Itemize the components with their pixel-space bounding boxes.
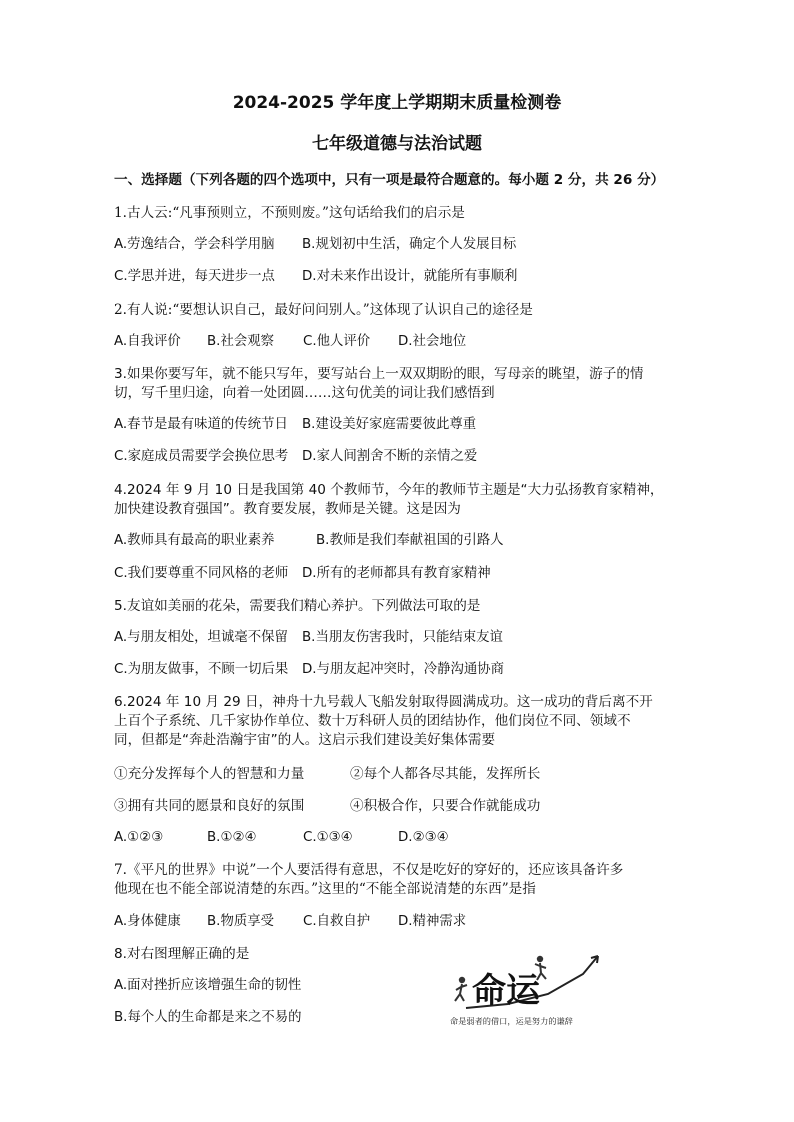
question-7-stem-line2: 他现在也不能全部说清楚的东西。”这里的“不能全部说清楚的东西”是指 xyxy=(114,881,536,897)
question-4-option-c: C.我们要尊重不同风格的老师 xyxy=(114,566,289,581)
question-2-option-b: B.社会观察 xyxy=(207,334,275,349)
exam-title: 2024-2025 学年度上学期期末质量检测卷 xyxy=(232,93,562,113)
question-5-option-a: A.与朋友相处，坦诚毫不保留 xyxy=(114,630,288,645)
question-7-stem-line1: 7.《平凡的世界》中说”一个人要活得有意思，不仅是吃好的穿好的，还应该具备许多 xyxy=(114,862,624,878)
question-3-stem-line2: 切，写千里归途，向着一处团圆……这句优美的词让我们感悟到 xyxy=(114,385,495,401)
question-2-option-c: C.他人评价 xyxy=(303,334,371,349)
section-heading: 一、选择题（下列各题的四个选项中，只有一项是最符合题意的。每小题 2 分，共 26 分） xyxy=(114,172,665,188)
question-6-stem-line1: 6.2024 年 10 月 29 日，神舟十九号载人飞船发射取得圆满成功。这一成功的背后离不开 xyxy=(114,694,653,710)
question-4-option-a: A.教师具有最高的职业素养 xyxy=(114,533,275,548)
exam-subtitle: 七年级道德与法治试题 xyxy=(312,134,482,154)
question-1-option-c: C.学思并进，每天进步一点 xyxy=(114,269,275,284)
question-1-option-a: A.劳逸结合，学会科学用脑 xyxy=(114,237,275,252)
question-1-option-b: B.规划初中生活，确定个人发展目标 xyxy=(302,237,517,252)
question-4-stem-line1: 4.2024 年 9 月 10 日是我国第 40 个教师节，今年的教师节主题是“大力弘扬教育家精神， xyxy=(114,482,664,498)
question-7-option-c: C.自救自护 xyxy=(303,914,371,929)
question-1-stem: 1.古人云:“凡事预则立，不预则废。”这句话给我们的启示是 xyxy=(114,205,465,221)
question-3-stem-line1: 3.如果你要写年，就不能只写年，要写站台上一双双期盼的眼，写母亲的眺望，游子的情 xyxy=(114,366,644,382)
question-2-stem: 2.有人说:“要想认识自己，最好问问别人。”这体现了认识自己的途径是 xyxy=(114,302,533,318)
question-5-option-c: C.为朋友做事，不顾一切后果 xyxy=(114,662,289,677)
question-6-stem-line3: 同，但都是“奔赴浩瀚宇宙”的人。这启示我们建设美好集体需要 xyxy=(114,732,496,748)
question-8-option-a: A.面对挫折应该增强生命的韧性 xyxy=(114,978,302,993)
question-6-statement-2: ②每个人都各尽其能，发挥所长 xyxy=(350,766,541,782)
question-5-option-d: D.与朋友起冲突时，冷静沟通协商 xyxy=(302,662,505,677)
question-6-option-a: A.①②③ xyxy=(114,830,164,845)
question-7-option-a: A.身体健康 xyxy=(114,914,181,929)
question-2-option-d: D.社会地位 xyxy=(398,334,467,349)
running-person-icon xyxy=(455,977,467,1001)
question-3-option-a: A.春节是最有味道的传统节日 xyxy=(114,417,288,432)
question-8-option-b: B.每个人的生命都是来之不易的 xyxy=(114,1010,302,1025)
question-6-statement-1: ①充分发挥每个人的智慧和力量 xyxy=(114,766,305,782)
fate-illustration xyxy=(448,946,618,1026)
question-7-option-b: B.物质享受 xyxy=(207,914,275,929)
question-6-option-d: D.②③④ xyxy=(398,830,449,845)
question-8-stem: 8.对右图理解正确的是 xyxy=(114,946,250,962)
fate-illustration-svg xyxy=(448,946,618,1026)
question-2-option-a: A.自我评价 xyxy=(114,334,181,349)
question-3-option-c: C.家庭成员需要学会换位思考 xyxy=(114,449,289,464)
question-4-stem-line2: 加快建设教育强国”。教育要发展，教师是关键。这是因为 xyxy=(114,501,461,517)
question-1-option-d: D.对未来作出设计，就能所有事顺利 xyxy=(302,269,518,284)
question-6-statement-3: ③拥有共同的愿景和良好的氛围 xyxy=(114,798,305,814)
question-6-stem-line2: 上百个子系统、几千家协作单位、数十万科研人员的团结协作，他们岗位不同、领域不 xyxy=(114,713,631,729)
question-3-option-b: B.建设美好家庭需要彼此尊重 xyxy=(302,417,477,432)
question-5-stem: 5.友谊如美丽的花朵，需要我们精心养护。下列做法可取的是 xyxy=(114,598,481,614)
question-3-option-d: D.家人间割舍不断的亲情之爱 xyxy=(302,449,478,464)
question-5-option-b: B.当朋友伤害我时，只能结束友谊 xyxy=(302,630,503,645)
question-6-option-c: C.①③④ xyxy=(303,830,353,845)
fate-caption: 命是弱者的借口，运是努力的谦辞 xyxy=(450,1016,573,1026)
question-4-option-d: D.所有的老师都具有教育家精神 xyxy=(302,566,491,581)
fate-big-characters: 命运 xyxy=(472,971,540,1011)
question-6-statement-4: ④积极合作，只要合作就能成功 xyxy=(350,798,541,814)
question-4-option-b: B.教师是我们奉献祖国的引路人 xyxy=(316,533,504,548)
question-7-option-d: D.精神需求 xyxy=(398,914,467,929)
question-6-option-b: B.①②④ xyxy=(207,830,257,845)
